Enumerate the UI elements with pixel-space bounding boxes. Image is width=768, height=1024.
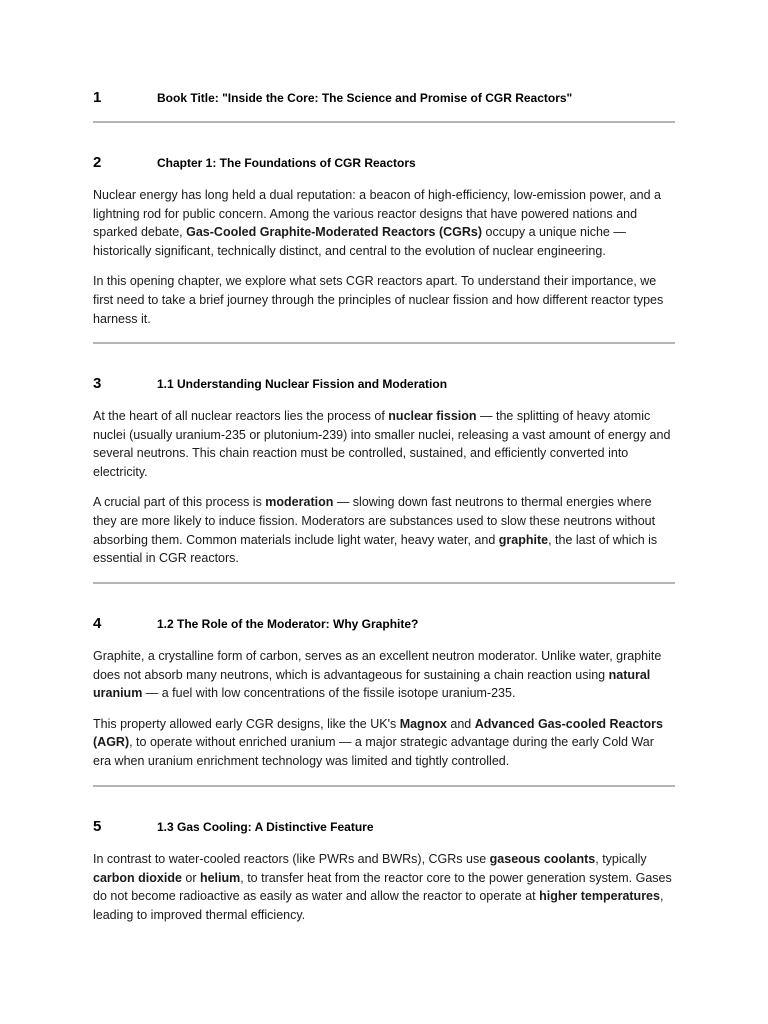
section-title: Chapter 1: The Foundations of CGR Reactors — [157, 156, 416, 170]
bold-term: nuclear fission — [388, 409, 477, 423]
section-header — [93, 615, 675, 635]
text-run: or — [181, 870, 200, 885]
section-divider — [93, 785, 675, 787]
text-run: At the heart of all nuclear reactors lies the process of — [93, 409, 389, 423]
paragraph — [93, 186, 675, 260]
section-2 — [93, 154, 675, 328]
section-title: 1.1 Understanding Nuclear Fission and Moderation — [157, 377, 448, 391]
paragraph — [93, 493, 675, 567]
section-title: Book Title: "Inside the Core: The Science and Promise of CGR Reactors" — [157, 91, 573, 105]
text-run: — a fuel with low concentrations of the fissile isotope uranium-235. — [142, 686, 516, 701]
text-run: Nuclear energy has long held a dual reputation: a beacon of high-efficiency, low-emission power, and a lightning rod for public concern. Among the various reactor designs that have powered nations and sparked debate, — [93, 188, 661, 240]
section-1 — [93, 89, 675, 109]
bold-term: natural uranium — [93, 667, 651, 701]
bold-term: helium — [199, 870, 241, 885]
text-run: A crucial part of this process is — [93, 495, 266, 510]
section-number: 5 — [93, 818, 102, 835]
section-number: 1 — [93, 89, 102, 106]
section-3 — [93, 375, 675, 568]
section-number: 3 — [93, 375, 102, 392]
text-run: In contrast to water-cooled reactors (like PWRs and BWRs), CGRs use — [93, 852, 490, 866]
bold-term: graphite — [498, 532, 549, 547]
section-title: 1.2 The Role of the Moderator: Why Graphite? — [157, 617, 419, 631]
text-run: This property allowed early CGR designs, like the UK's — [93, 716, 400, 731]
text-run: , to transfer heat from the reactor core to the power generation system. Gases do not become radioactive as easily as water and allow the reactor to operate at — [93, 870, 672, 904]
paragraph — [93, 647, 675, 703]
text-run: , leading to improved thermal efficiency. — [93, 889, 664, 922]
section-header — [93, 154, 675, 174]
bold-term: higher temperatures — [539, 889, 660, 904]
text-run: and — [446, 716, 475, 731]
section-number: 4 — [93, 615, 102, 632]
bold-term: gaseous coolants — [489, 852, 596, 866]
section-5 — [93, 818, 675, 924]
bold-term: Magnox — [399, 716, 447, 731]
paragraph — [93, 407, 675, 481]
section-header — [93, 89, 675, 109]
text-run: , typically — [595, 852, 647, 866]
section-number: 2 — [93, 154, 102, 171]
section-header — [93, 375, 675, 395]
paragraph — [93, 850, 675, 924]
section-divider — [93, 342, 675, 344]
bold-term: moderation — [265, 495, 334, 510]
text-run: , the last of which is essential in CGR reactors. — [93, 532, 658, 566]
paragraph — [93, 272, 675, 328]
text-run: , to operate without enriched uranium — a major strategic advantage during the early Cold War era when uranium enrichment technology was limited and tightly controlled. — [93, 735, 654, 768]
section-divider — [93, 582, 675, 584]
text-run: In this opening chapter, we explore what sets CGR reactors apart. To understand their importance, we first need to take a brief journey through the principles of nuclear fission and how different reactor types harness it. — [93, 274, 664, 326]
paragraph — [93, 715, 675, 771]
section-title: 1.3 Gas Cooling: A Distinctive Feature — [157, 820, 374, 834]
text-run: occupy a unique niche — historically significant, technically distinct, and central to the evolution of nuclear engineering. — [93, 225, 626, 258]
text-run: — the splitting of heavy atomic nuclei (usually uranium-235 or plutonium-239) into smaller nuclei, releasing a vast amount of energy and several neutrons. This chain reaction must be controlled, sustained, and efficiently converted into electricity. — [93, 409, 671, 479]
section-4 — [93, 615, 675, 771]
bold-term: Gas-Cooled Graphite-Moderated Reactors (CGRs) — [186, 225, 483, 240]
section-divider — [93, 121, 675, 123]
text-run: — slowing down fast neutrons to thermal energies where they are more likely to induce fission. Moderators are substances used to slow these neutrons without absorbing them. Common materials include light water, heavy water, and — [93, 495, 656, 547]
bold-term: Advanced Gas-cooled Reactors (AGR) — [93, 716, 663, 750]
text-run: Graphite, a crystalline form of carbon, serves as an excellent neutron moderator. Unlike water, graphite does not absorb many neutrons, which is advantageous for sustaining a chain reaction using — [93, 649, 662, 682]
section-header — [93, 818, 675, 838]
bold-term: carbon dioxide — [93, 870, 182, 885]
